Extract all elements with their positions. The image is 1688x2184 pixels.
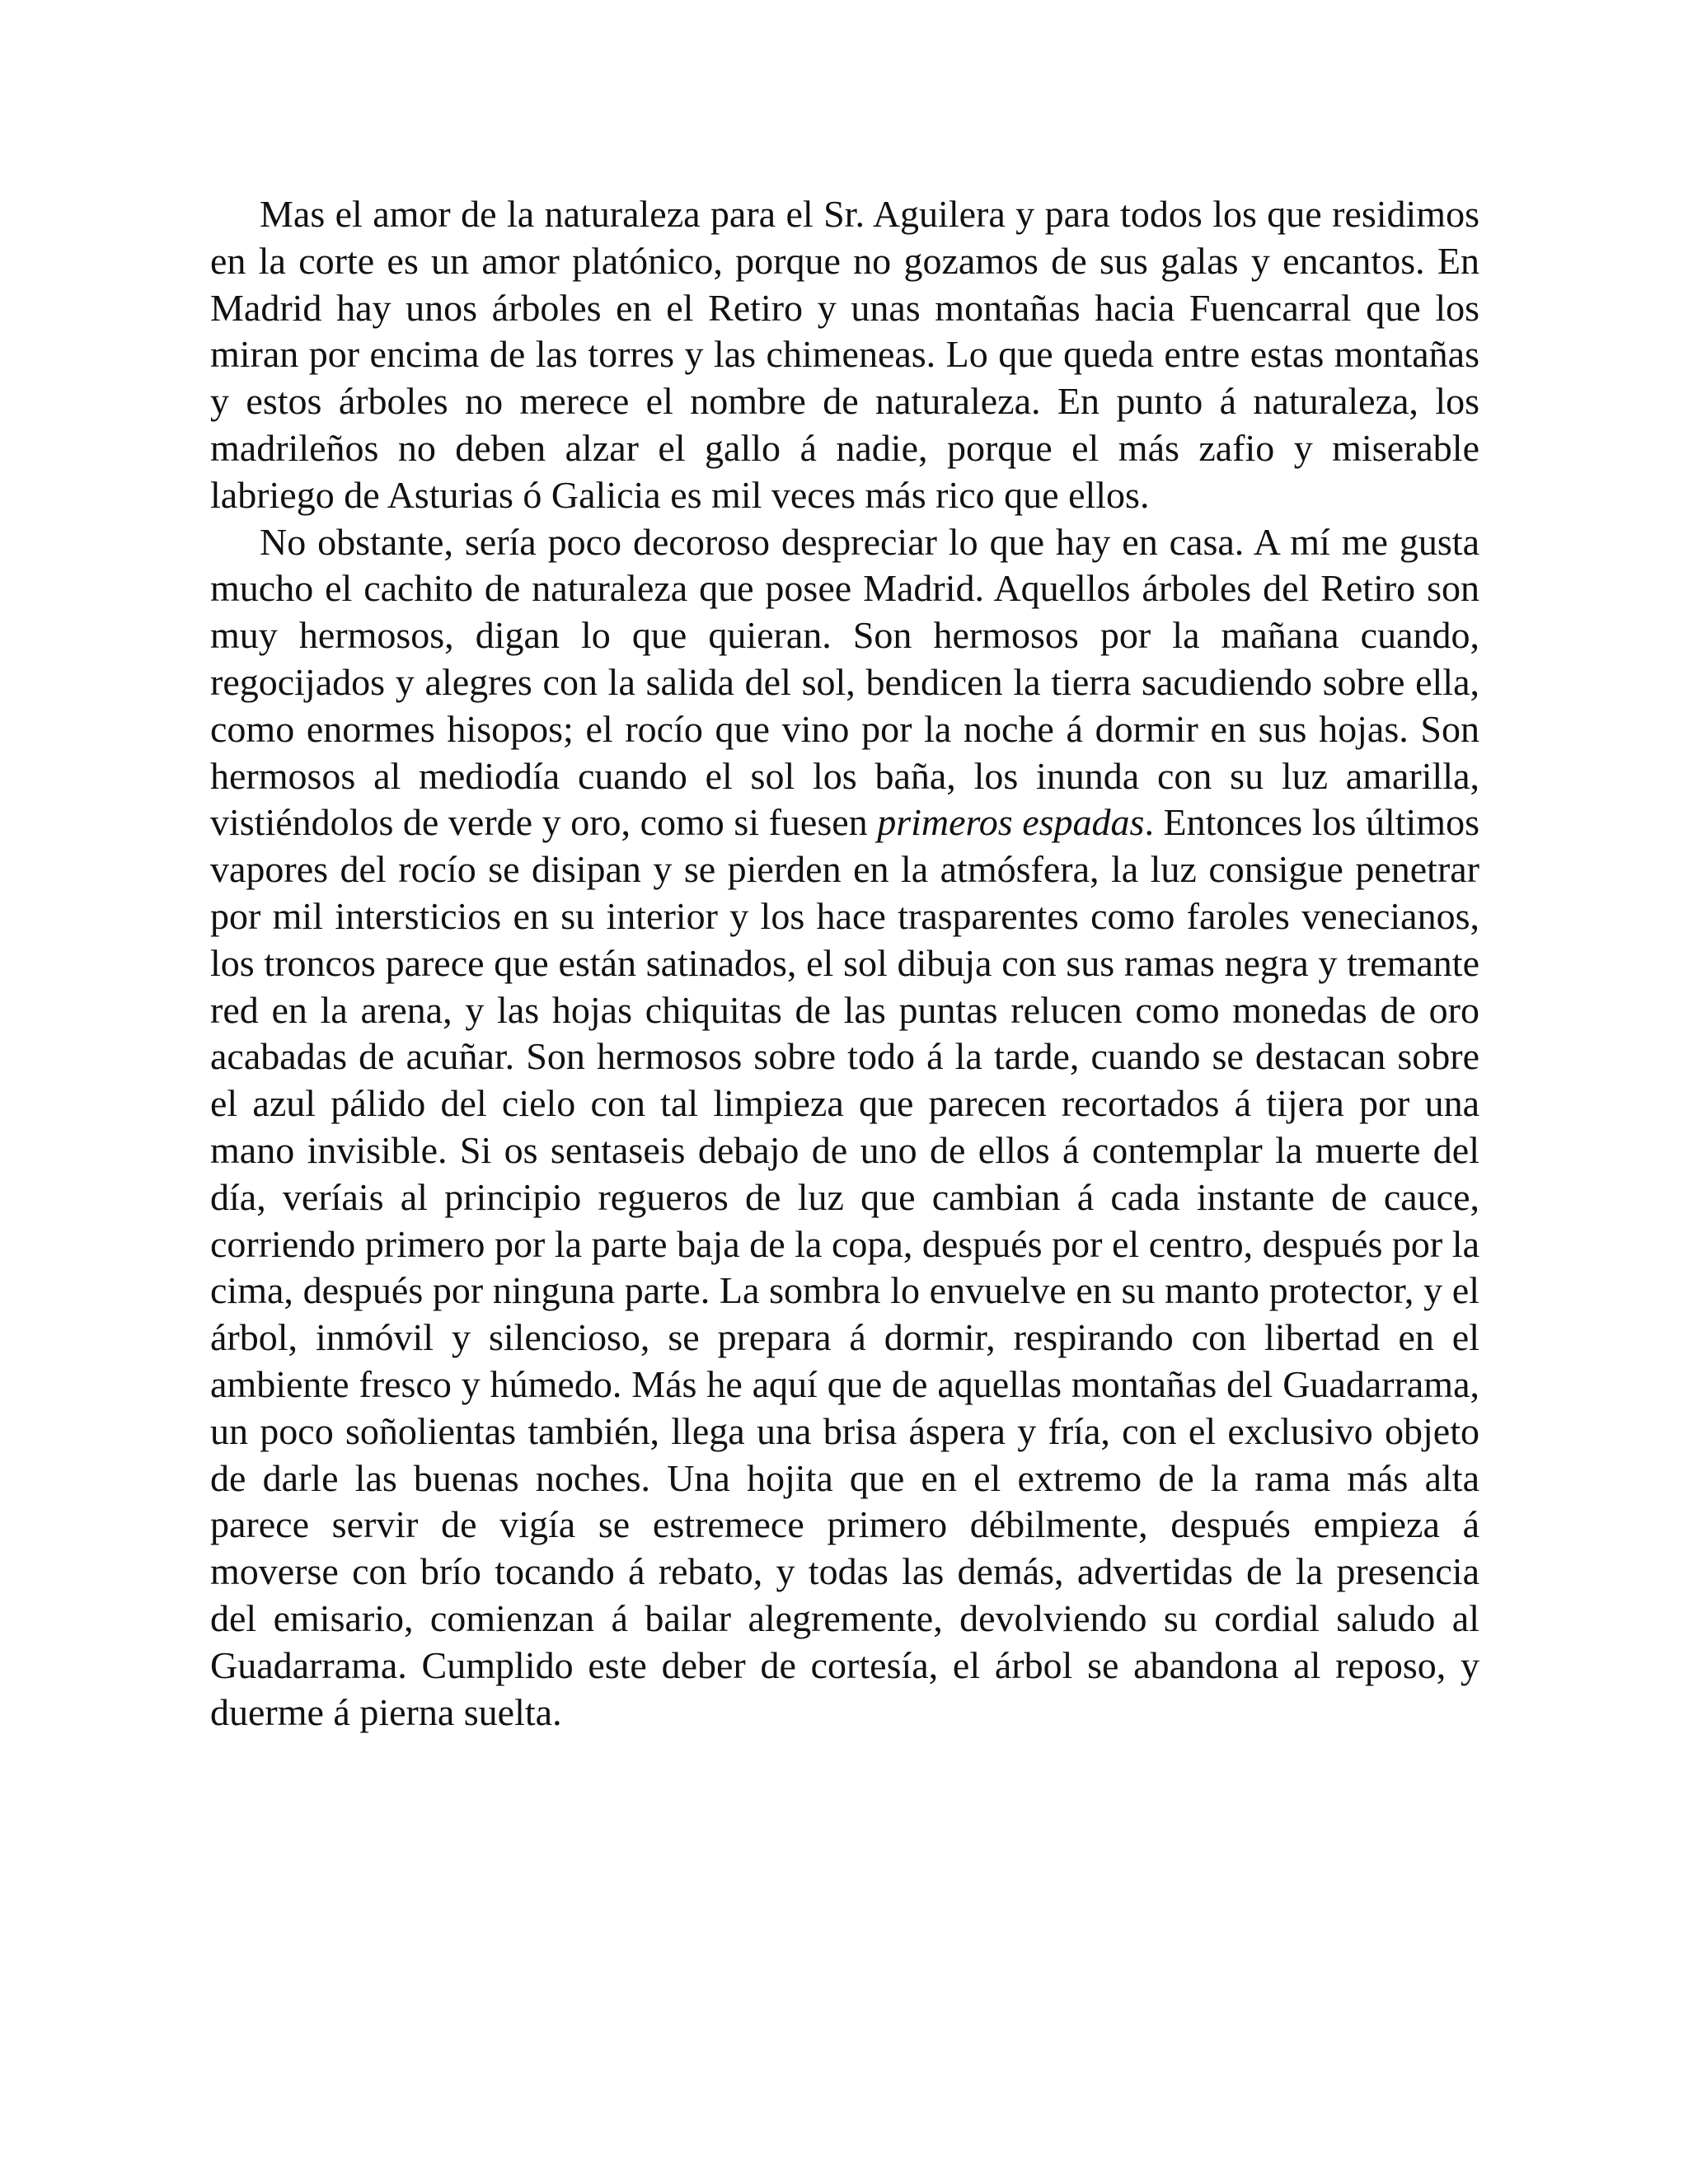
paragraph-1 <box>210 191 1479 519</box>
book-page <box>210 191 1479 1736</box>
paragraph-1-text: Mas el amor de la naturaleza para el Sr. Aguilera y para todos los que residimos en la corte es un amor platónico, porque no gozamos de sus galas y encantos. En Madrid hay unos árboles en el Retiro y unas montañas hacia Fuencarral que los miran por encima de las torres y las chimeneas. Lo que queda entre estas montañas y estos árboles no merece el nombre de naturaleza. En punto á naturaleza, los madrileños no deben alzar el gallo á nadie, porque el más zafio y miserable labriego de Asturias ó Galicia es mil veces más rico que ellos. <box>210 193 1479 516</box>
paragraph-2-text-start: No obstante, sería poco decoroso despreciar lo que hay en casa. A mí me gusta mucho el cachito de naturaleza que posee Madrid. Aquellos árboles del Retiro son muy hermosos, digan lo que quieran. Son hermosos por la mañana cuando, regocijados y alegres con la salida del sol, bendicen la tierra sacudiendo sobre ella, como enormes hisopos; el rocío que vino por la noche á dormir en sus hojas. Son hermosos al mediodía cuando el sol los baña, los inunda con su luz amarilla, vistiéndolos de verde y oro, como si fuesen <box>210 520 1479 844</box>
paragraph-2 <box>210 519 1479 1736</box>
italic-phrase: primeros espadas <box>877 801 1145 844</box>
paragraph-2-text-end: . Entonces los últimos vapores del rocío se disipan y se pierden en la atmósfera, la luz consigue penetrar por mil intersticios en su interior y los hace trasparentes como faroles venecianos, los troncos parece que están satinados, el sol dibuja con sus ramas negra y tremante red en la arena, y las hojas chiquitas de las puntas relucen como monedas de oro acabadas de acuñar. Son hermosos sobre todo á la tarde, cuando se destacan sobre el azul pálido del cielo con tal limpieza que parecen recortados á tijera por una mano invisible. Si os sentaseis debajo de uno de ellos á contemplar la muerte del día, veríais al principio regueros de luz que cambian á cada instante de cauce, corriendo primero por la parte baja de la copa, después por el centro, después por la cima, después por ninguna parte. La sombra lo envuelve en su manto protector, y el árbol, inmóvil y silencioso, se prepara á dormir, respirando con libertad en el ambiente fresco y húmedo. Más he aquí que de aquellas montañas del Guadarrama, un poco soñolientas también, llega una brisa áspera y fría, con el exclusivo objeto de darle las buenas noches. Una hojita que en el extremo de la rama más alta parece servir de vigía se estremece primero débilmente, después empieza á moverse con brío tocando á rebato, y todas las demás, advertidas de la presencia del emisario, comienzan á bailar alegremente, devolviendo su cordial saludo al Guadarrama. Cumplido este deber de cortesía, el árbol se abandona al reposo, y duerme á pierna suelta. <box>210 801 1479 1733</box>
